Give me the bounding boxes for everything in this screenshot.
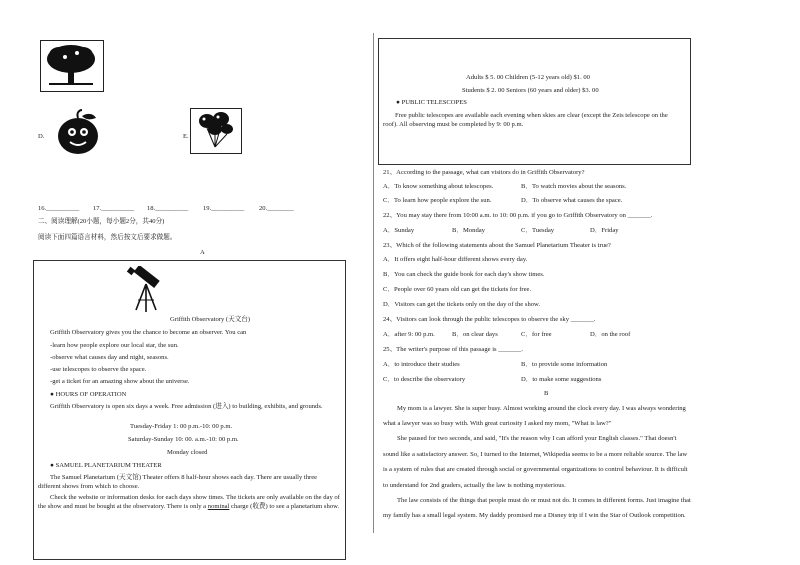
hours-line: Tuesday-Friday 1: 00 p.m.-10: 00 p.m. bbox=[130, 423, 233, 430]
question-option[interactable]: D．on the roof bbox=[590, 331, 631, 338]
prices-line: Adults $ 5. 00 Children (5-12 years old) $1. 00 bbox=[466, 74, 590, 81]
telescope-picture bbox=[120, 266, 170, 314]
question-option[interactable]: B．To watch movies about the seasons. bbox=[521, 183, 627, 190]
passage-b-line: She paused for two seconds, and said, "It's the reason why I can afford your English classes." That doesn't bbox=[397, 435, 677, 442]
question-option[interactable]: D．To observe what causes the space. bbox=[521, 197, 623, 204]
balloons-icon bbox=[191, 109, 239, 151]
section-title: 二、阅读理解(20小题，每小题2分，共40分) bbox=[38, 218, 165, 225]
passage-b-line: is a system of rules that are created through social or governmental organizations to control behaviour. It is difficult bbox=[383, 466, 688, 473]
passage-a-list-item: -observe what causes day and night, seasons. bbox=[50, 354, 169, 361]
tree-picture bbox=[40, 40, 104, 92]
passage-b-line: what a lawyer was so busy with. With great curiosity I asked my mom, "What is law?" bbox=[383, 420, 612, 427]
question-option[interactable]: D．Friday bbox=[590, 227, 619, 234]
question-option[interactable]: B．on clear days bbox=[452, 331, 498, 338]
section-instruction: 阅读下面四篇语言材料，然后按文后要求做题。 bbox=[38, 234, 177, 241]
check-text bbox=[38, 493, 342, 511]
question-option[interactable]: B．Monday bbox=[452, 227, 485, 234]
check-text-part-1: Check the website or information desks for each days show times. The tickets are only available on the day of the show and must be bought at the observatory. There is only a bbox=[38, 494, 340, 510]
balloons-picture bbox=[190, 108, 242, 154]
passage-b-line: my family has a small legal system. My daddy promised me a Disney trip if I win the Star of Outlook competition. bbox=[383, 512, 686, 519]
hours-text: Griffith Observatory is open six days a week. Free admission (进入) to building, exhibits, and grounds. bbox=[50, 403, 323, 410]
passage-b-line: The law consists of the things that people must do or must not do. It comes in different forms. Just imagine that bbox=[397, 497, 691, 504]
question-option[interactable]: A．It offers eight half-hour different shows every day. bbox=[383, 256, 528, 263]
question-option[interactable]: B．You can check the guide book for each day's show times. bbox=[383, 271, 545, 278]
question-option[interactable]: B．to provide some information bbox=[521, 361, 608, 368]
question-option[interactable]: C．to describe the observatory bbox=[383, 376, 466, 383]
question-stem: 24、Visitors can look through the public telescopes to observe the sky _______. bbox=[383, 316, 596, 323]
answer-blank-17[interactable]: 17.__________ bbox=[93, 205, 135, 212]
passage-a-list-item: -use telescopes to observe the space. bbox=[50, 366, 147, 373]
passage-a-label: A bbox=[200, 249, 205, 256]
option-d-label: D. bbox=[38, 133, 45, 140]
question-option[interactable]: C．People over 60 years old can get the tickets for free. bbox=[383, 286, 532, 293]
question-option[interactable]: C．To learn how people explore the sun. bbox=[383, 197, 492, 204]
apple-picture bbox=[52, 108, 104, 158]
question-option[interactable]: A．to introduce their studies bbox=[383, 361, 460, 368]
answer-blank-16[interactable]: 16.__________ bbox=[38, 205, 80, 212]
question-option[interactable]: C．for free bbox=[521, 331, 552, 338]
answer-blank-19[interactable]: 19.__________ bbox=[203, 205, 245, 212]
question-option[interactable]: A．Sunday bbox=[383, 227, 415, 234]
passage-b-label: B bbox=[544, 390, 549, 397]
question-stem: 21、According to the passage, what can visitors do in Griffith Observatory? bbox=[383, 169, 585, 176]
passage-a-title: Griffith Observatory (天文台) bbox=[170, 316, 251, 323]
question-stem: 25、The writer's purpose of this passage is _______. bbox=[383, 346, 524, 353]
question-option[interactable]: C．Tuesday bbox=[521, 227, 555, 234]
prices-line: Students $ 2. 00 Seniors (60 years and older) $3. 00 bbox=[462, 87, 599, 94]
check-text-part-2: charge (收费) to see a planetarium show. bbox=[231, 503, 340, 510]
passage-a-intro: Griffith Observatory gives you the chance to become an observer. You can bbox=[50, 329, 247, 336]
hours-line: Monday closed bbox=[167, 449, 208, 456]
hours-line: Saturday-Sunday 10: 00. a.m.-10: 00 p.m. bbox=[128, 436, 239, 443]
question-option[interactable]: A．after 9: 00 p.m. bbox=[383, 331, 435, 338]
question-option[interactable]: A．To know something about telescopes. bbox=[383, 183, 494, 190]
passage-b-line: sound like a satisfactory answer. So, I turned to the Internet, Wikipedia seems to be a more reliable source. The law bbox=[383, 451, 688, 458]
hours-heading: ● HOURS OF OPERATION bbox=[50, 391, 127, 398]
theater-heading: ● SAMUEL PLANETARIUM THEATER bbox=[50, 462, 162, 469]
telescopes-text: Free public telescopes are available each evening when skies are clear (except the Zeis telescope on the roof). All observing must be completed by 9: 00 p.m. bbox=[383, 112, 668, 128]
apple-icon bbox=[52, 108, 104, 158]
passage-a-list-item: -get a ticket for an amazing show about the universe. bbox=[50, 378, 190, 385]
option-e-label: E. bbox=[183, 133, 189, 140]
passage-b-line: My mom is a lawyer. She is super busy. Almost working around the clock every day. I was always wondering bbox=[397, 405, 686, 412]
passage-b-line: to understand for 2nd graders, actually the law is nothing mysterious. bbox=[383, 482, 566, 489]
telescopes-heading: ● PUBLIC TELESCOPES bbox=[396, 99, 467, 106]
page-divider bbox=[373, 33, 374, 533]
passage-a-list-item: -learn how people explore our local star, the sun. bbox=[50, 342, 179, 349]
question-stem: 22、You may stay there from 10:00 a.m. to 10: 00 p.m. if you go to Griffith Observatory on _______. bbox=[383, 212, 653, 219]
tree-icon bbox=[41, 41, 101, 89]
answer-blank-20[interactable]: 20.________ bbox=[259, 205, 294, 212]
nominal-word: nominal bbox=[207, 503, 230, 510]
question-option[interactable]: D．Visitors can get the tickets only on the day of the show. bbox=[383, 301, 541, 308]
question-stem: 23、Which of the following statements about the Samuel Planetarium Theater is true? bbox=[383, 242, 611, 249]
question-option[interactable]: D．to make some suggestions bbox=[521, 376, 602, 383]
telescope-icon bbox=[120, 266, 170, 314]
theater-text: The Samuel Planetarium (天文馆) Theater offers 8 half-hour shows each day. There are usually three different shows from which to choose. bbox=[38, 474, 318, 490]
answer-blank-18[interactable]: 18.__________ bbox=[147, 205, 189, 212]
